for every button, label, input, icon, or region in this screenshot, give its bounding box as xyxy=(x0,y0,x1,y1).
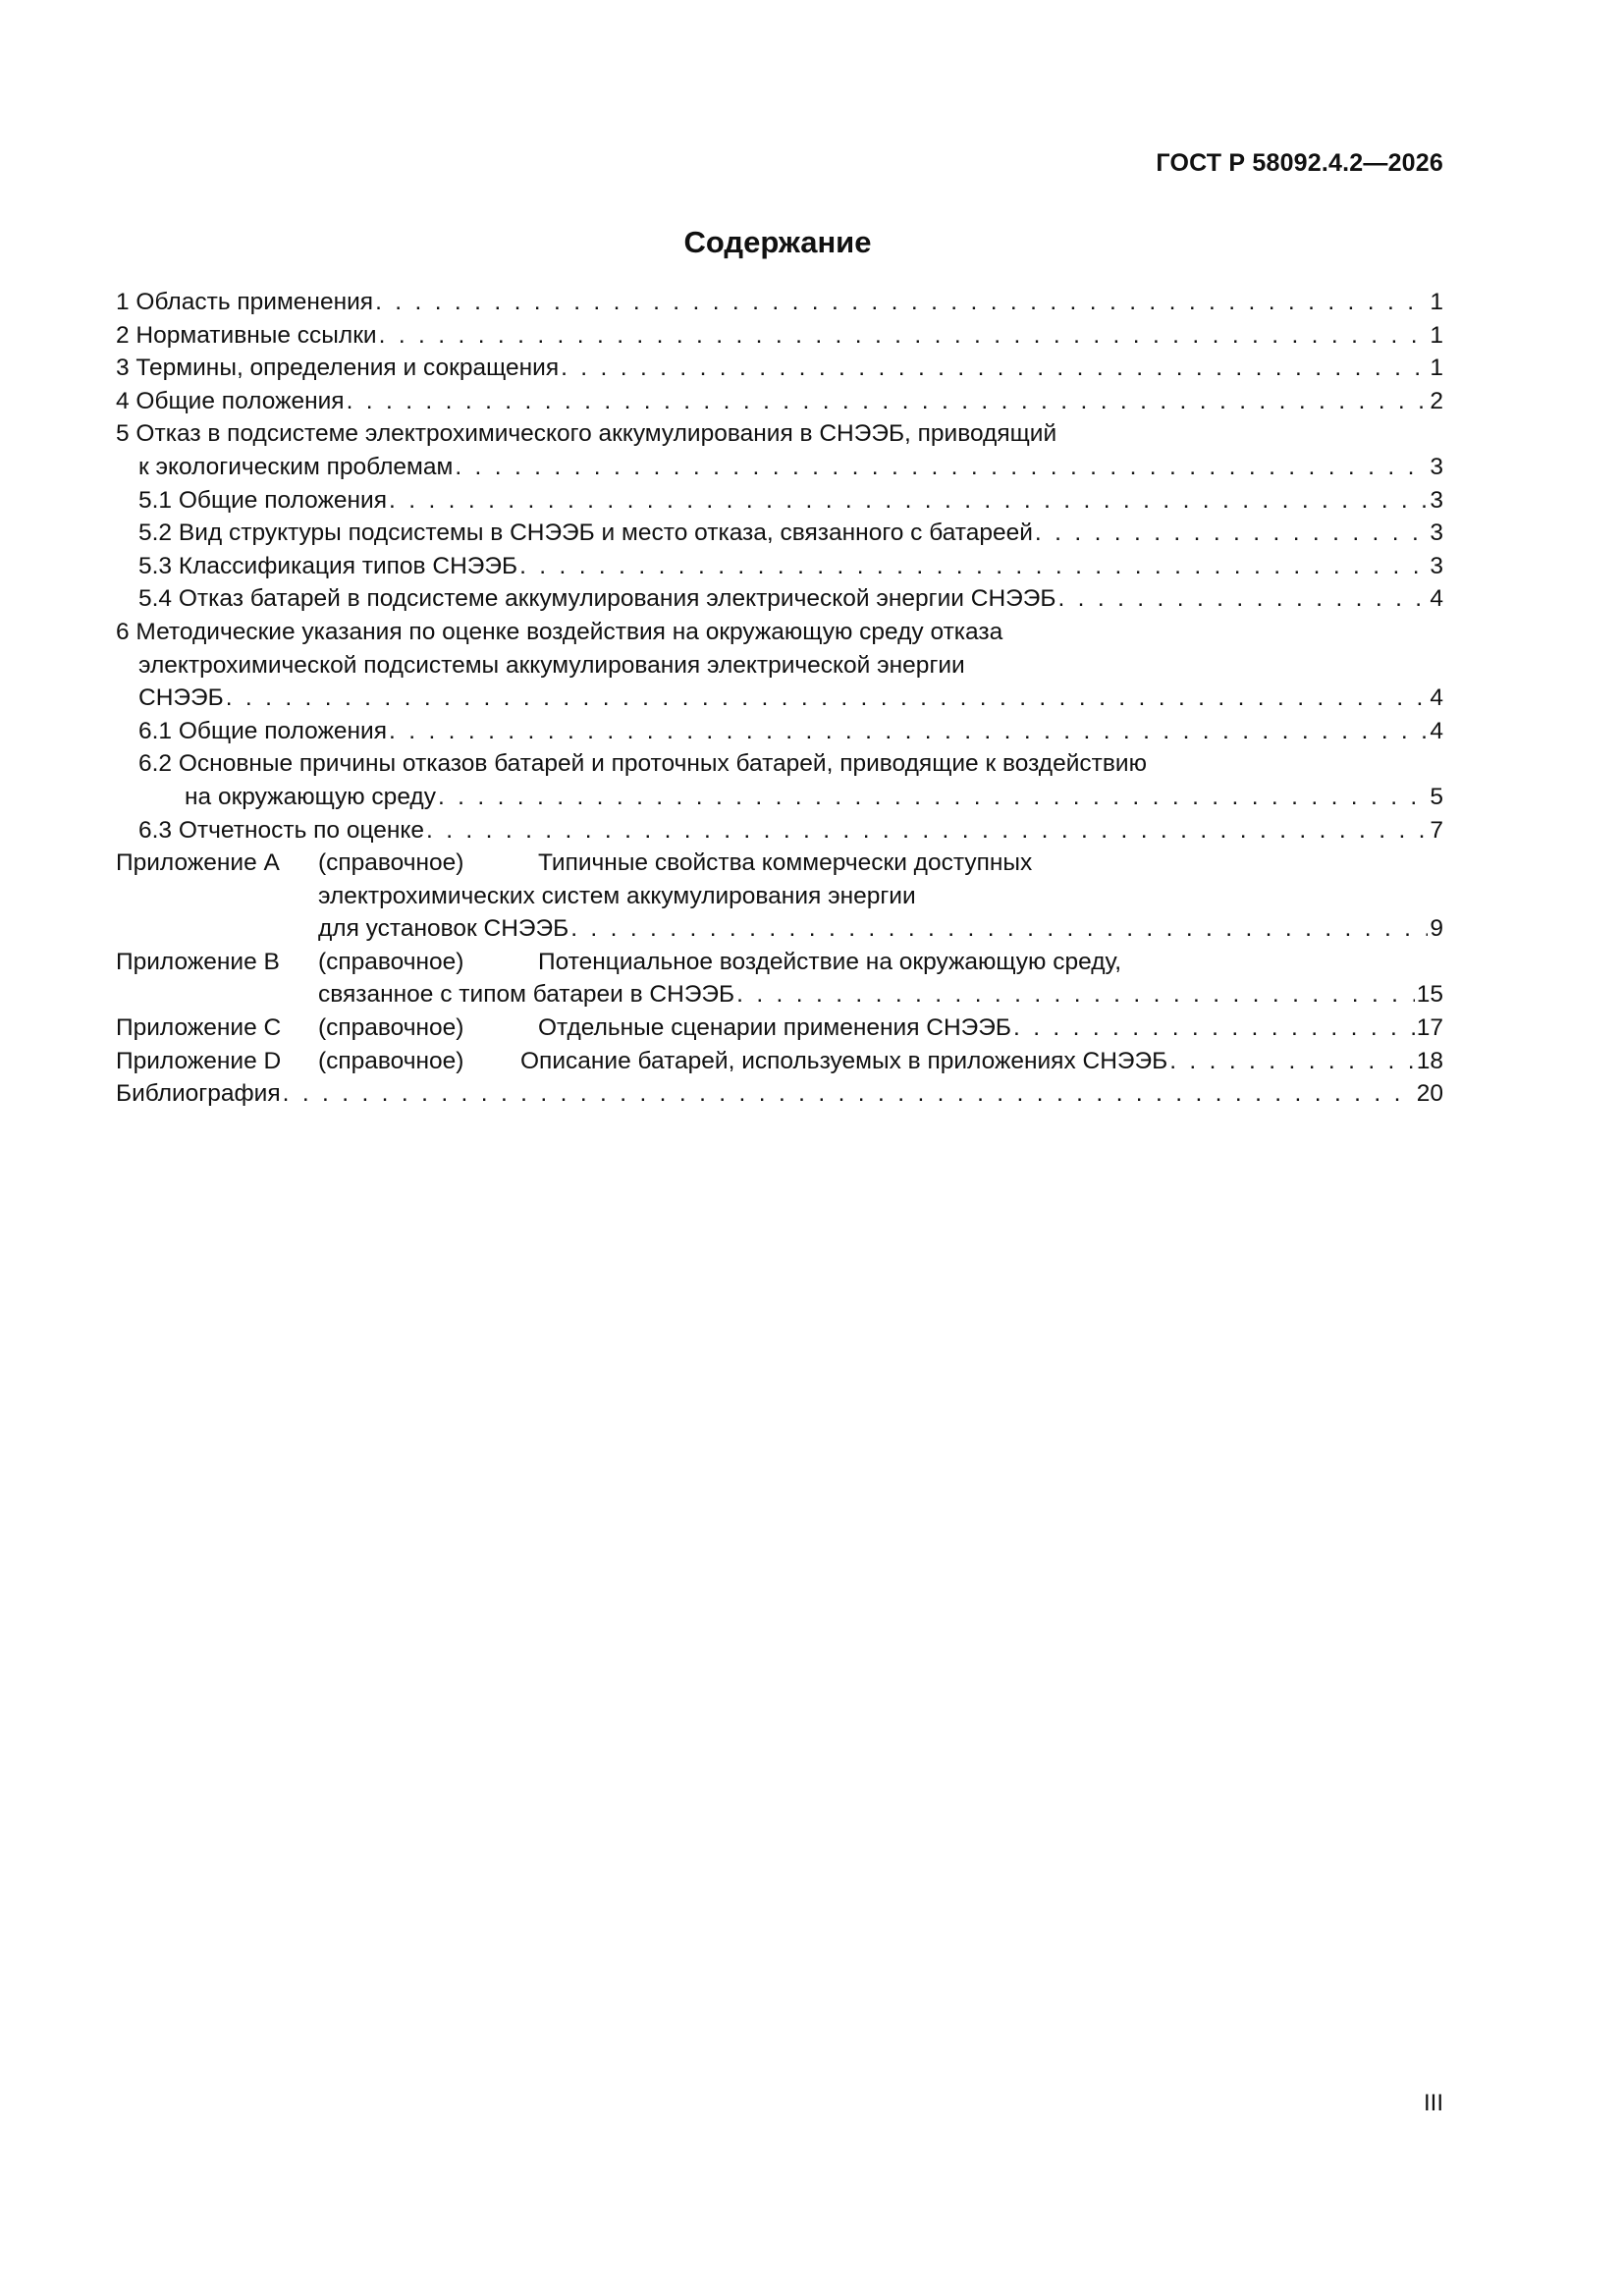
toc-entry-page: 18 xyxy=(1416,1047,1443,1074)
toc-entry-title: 6.1 Общие положения xyxy=(138,717,388,744)
dot-leader xyxy=(375,286,1428,319)
toc-entry-page: 15 xyxy=(1416,981,1443,1009)
toc-entry-page: 3 xyxy=(1430,519,1443,547)
toc-appendix-d[interactable] xyxy=(116,1045,1443,1078)
dot-leader xyxy=(1013,1011,1415,1045)
dot-leader xyxy=(736,978,1415,1011)
appendix-label: Приложение В xyxy=(116,948,280,975)
toc-entry-6[interactable] xyxy=(116,616,1443,715)
toc-title: Содержание xyxy=(683,225,872,259)
toc-appendix-a[interactable] xyxy=(116,847,1443,946)
toc-entry-title: 5.1 Общие положения xyxy=(138,486,388,514)
toc-entry-2[interactable] xyxy=(116,319,1443,353)
appendix-kind: (справочное) xyxy=(318,849,464,877)
appendix-title: Отдельные сценарии применения СНЭЭБ xyxy=(538,1014,1011,1042)
toc-entry-title: 5.2 Вид структуры подсистемы в СНЭЭБ и место отказа, связанного с батареей xyxy=(138,519,1033,547)
toc-entry-6-3[interactable] xyxy=(116,814,1443,847)
appendix-title: Описание батарей, используемых в приложениях СНЭЭБ xyxy=(520,1047,1168,1074)
toc-entry-title: 5.4 Отказ батарей в подсистеме аккумулирования электрической энергии СНЭЭБ xyxy=(138,585,1056,613)
toc-appendix-first-line xyxy=(116,1045,1167,1078)
dot-leader xyxy=(379,319,1429,353)
appendix-kind: (справочное) xyxy=(318,1014,464,1042)
dot-leader xyxy=(455,451,1428,484)
toc-entry-5-2[interactable] xyxy=(116,517,1443,550)
dot-leader xyxy=(226,682,1429,715)
appendix-title-line: для установок СНЭЭБ xyxy=(318,915,569,943)
toc-entry-page: 17 xyxy=(1416,1014,1443,1042)
toc-entry-last-line xyxy=(116,978,1443,1011)
toc-entry-title-line: электрохимической подсистемы аккумулирования электрической энергии xyxy=(138,651,965,679)
toc-entry-title-line: 6 Методические указания по оценке воздействия на окружающую среду отказа xyxy=(116,618,1003,645)
document-id: ГОСТ Р 58092.4.2—2026 xyxy=(1156,149,1443,177)
toc-entry-title-line: на окружающую среду xyxy=(185,783,436,810)
appendix-label: Приложение С xyxy=(116,1014,282,1042)
toc-entry-title: 3 Термины, определения и сокращения xyxy=(116,355,560,382)
dot-leader xyxy=(347,385,1429,418)
toc-entry-last-line xyxy=(116,781,1443,814)
appendix-kind: (справочное) xyxy=(318,948,464,975)
dot-leader xyxy=(1035,517,1428,550)
dot-leader xyxy=(1057,582,1428,616)
toc-entry-last-line xyxy=(116,682,1443,715)
toc-entry-page: 3 xyxy=(1430,453,1443,480)
toc-entry-title-line: 5 Отказ в подсистеме электрохимического аккумулирования в СНЭЭБ, приводящий xyxy=(116,420,1057,448)
toc-entry-page: 5 xyxy=(1430,783,1443,810)
toc-entry-title: Библиография xyxy=(116,1080,281,1108)
toc-entry-title-line: СНЭЭБ xyxy=(138,684,224,712)
toc-entry-page: 1 xyxy=(1430,321,1443,349)
toc-appendix-first-line xyxy=(116,946,1443,979)
appendix-title-line: электрохимических систем аккумулирования энергии xyxy=(318,882,916,909)
table-of-contents xyxy=(116,286,1443,1111)
toc-bibliography[interactable] xyxy=(116,1077,1443,1111)
dot-leader xyxy=(389,715,1428,748)
dot-leader xyxy=(570,912,1428,946)
toc-entry-6-2[interactable] xyxy=(116,747,1443,813)
toc-entry-title: 2 Нормативные ссылки xyxy=(116,321,377,349)
dot-leader xyxy=(283,1077,1415,1111)
dot-leader xyxy=(561,352,1428,385)
toc-entry-page: 4 xyxy=(1430,717,1443,744)
appendix-label: Приложение D xyxy=(116,1047,282,1074)
toc-appendix-b[interactable] xyxy=(116,946,1443,1011)
toc-appendix-first-line xyxy=(116,847,1443,880)
toc-entry-6-1[interactable] xyxy=(116,715,1443,748)
toc-entry-page: 3 xyxy=(1430,552,1443,579)
toc-entry-page: 9 xyxy=(1430,915,1443,943)
toc-entry-5-3[interactable] xyxy=(116,550,1443,583)
toc-entry-page: 1 xyxy=(1430,289,1443,315)
toc-entry-title: 4 Общие положения xyxy=(116,387,345,414)
appendix-title-line: Потенциальное воздействие на окружающую среду, xyxy=(538,948,1122,975)
toc-entry-page: 1 xyxy=(1430,355,1443,382)
dot-leader xyxy=(519,550,1428,583)
toc-entry-page: 2 xyxy=(1430,387,1443,414)
toc-entry-page: 7 xyxy=(1430,816,1443,844)
toc-entry-title-line: 6.2 Основные причины отказов батарей и проточных батарей, приводящие к воздействию xyxy=(138,750,1147,778)
toc-entry-page: 20 xyxy=(1416,1080,1443,1108)
toc-entry-title: 5.3 Классификация типов СНЭЭБ xyxy=(138,552,518,579)
appendix-title-line: Типичные свойства коммерчески доступных xyxy=(538,849,1033,877)
toc-entry-page: 4 xyxy=(1430,684,1443,712)
appendix-kind: (справочное) xyxy=(318,1047,464,1074)
toc-entry-1[interactable] xyxy=(116,286,1443,319)
toc-entry-5[interactable] xyxy=(116,417,1443,483)
appendix-title-line: связанное с типом батареи в СНЭЭБ xyxy=(318,981,735,1009)
dot-leader xyxy=(426,814,1428,847)
toc-entry-page: 4 xyxy=(1430,585,1443,613)
page-number: III xyxy=(1423,2090,1443,2116)
dot-leader xyxy=(438,781,1428,814)
toc-appendix-c[interactable] xyxy=(116,1011,1443,1045)
dot-leader xyxy=(389,484,1428,518)
dot-leader xyxy=(1169,1045,1415,1078)
toc-entry-title: 1 Область применения xyxy=(116,289,374,315)
toc-entry-4[interactable] xyxy=(116,385,1443,418)
toc-entry-last-line xyxy=(116,451,1443,484)
toc-entry-page: 3 xyxy=(1430,486,1443,514)
toc-entry-5-4[interactable] xyxy=(116,582,1443,616)
toc-entry-title: 6.3 Отчетность по оценке xyxy=(138,816,424,844)
toc-entry-3[interactable] xyxy=(116,352,1443,385)
toc-appendix-first-line xyxy=(116,1011,1011,1045)
toc-entry-5-1[interactable] xyxy=(116,484,1443,518)
toc-entry-last-line xyxy=(116,912,1443,946)
appendix-label: Приложение А xyxy=(116,849,280,877)
toc-entry-title-line: к экологическим проблемам xyxy=(138,453,454,480)
